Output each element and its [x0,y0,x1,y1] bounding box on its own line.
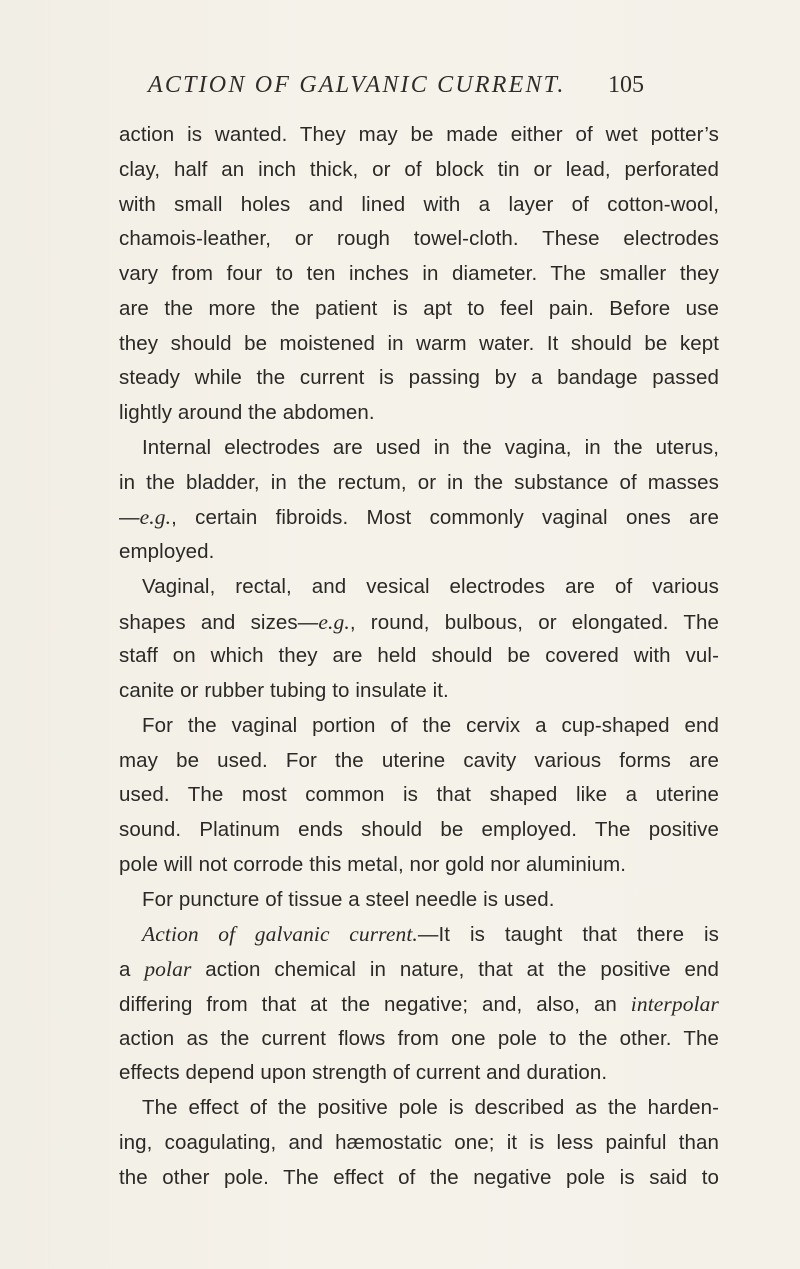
text-line [119,744,719,779]
text-segment: lightly around the abdomen. [119,401,375,424]
text-segment: they should be moistened in warm water. It should be kept [119,331,719,355]
text-segment: action as the current flows from one pole to the other. The [119,1026,719,1050]
text-line [119,570,719,605]
text-segment: in the bladder, in the rectum, or in the substance of masses [119,470,719,494]
text-segment: shapes and sizes— [119,610,319,634]
text-segment: employed. [119,540,215,563]
text-segment: For the vaginal portion of the cervix a cup-shaped end [142,713,719,737]
italic-text: interpolar [630,991,719,1016]
text-line [119,431,719,466]
text-segment: action chemical in nature, that at the positive end [191,958,719,981]
text-line [119,257,719,292]
running-head: ACTION OF GALVANIC CURRENT. [148,72,566,98]
text-line [119,500,719,535]
text-line [119,778,719,813]
text-line [119,1161,719,1196]
text-segment: with small holes and lined with a layer of cotton-wool, [119,192,719,216]
text-line [119,396,719,431]
body-text [119,118,719,1195]
text-segment: , round, bulbous, or elongated. The [349,610,719,634]
text-segment: The effect of the positive pole is described as the harden- [142,1096,719,1119]
text-segment: chamois-leather, or rough towel-cloth. These electrodes [119,227,719,251]
text-segment: effects depend upon strength of current and duration. [119,1061,608,1085]
text-segment: Vaginal, rectal, and vesical electrodes are of various [142,574,719,598]
text-line [119,222,719,257]
text-line [119,952,719,987]
italic-text: Action of galvanic current. [142,922,418,947]
text-segment: pole will not corrode this metal, nor gold nor aluminium. [119,852,627,876]
text-segment: a [119,958,145,981]
text-line [119,987,719,1022]
text-line [119,1091,719,1126]
text-line [119,361,719,396]
text-line [119,466,719,501]
text-line [119,813,719,848]
text-line [119,1056,719,1091]
page-number: 105 [608,72,644,98]
text-segment: ing, coagulating, and hæmostatic one; it is less painful than [119,1130,719,1154]
text-segment: used. The most common is that shaped like a uterine [119,783,719,807]
text-segment: vary from four to ten inches in diameter. The smaller they [119,262,719,285]
text-segment: , certain fibroids. Most commonly vaginal ones are [171,506,719,530]
text-line [119,639,719,674]
text-line [119,848,719,883]
text-segment: —It is taught that there is [417,923,720,947]
text-segment: are the more the patient is apt to feel pain. Before use [119,296,719,320]
italic-text: e.g. [139,505,172,530]
text-line [119,118,719,153]
text-segment: For puncture of tissue a steel needle is used. [142,887,555,911]
text-line [119,153,719,188]
text-line [119,883,719,918]
text-line [119,917,719,952]
text-line [119,1126,719,1161]
text-line [119,327,719,362]
text-line [119,709,719,744]
text-segment: the other pole. The effect of the negative pole is said to [119,1165,719,1189]
text-line [119,1022,719,1057]
text-segment: may be used. For the uterine cavity various forms are [119,748,719,772]
text-segment: steady while the current is passing by a bandage passed [119,366,719,390]
text-segment: clay, half an inch thick, or of block tin or lead, perforated [119,157,719,181]
text-line [119,605,719,640]
text-line [119,188,719,223]
italic-text: polar [144,957,192,981]
text-segment: canite or rubber tubing to insulate it. [119,679,449,702]
text-segment: Internal electrodes are used in the vagina, in the uterus, [142,435,719,459]
text-line [119,535,719,570]
italic-text: e.g. [318,609,350,634]
text-segment: differing from that at the negative; and, also, an [119,992,631,1016]
text-segment: staff on which they are held should be covered with vul- [119,644,719,668]
text-line [119,292,719,327]
text-segment: action is wanted. They may be made either of wet potter’s [119,123,719,146]
text-segment: — [119,506,140,530]
page-header [0,68,800,104]
text-segment: sound. Platinum ends should be employed. The positive [119,818,719,841]
text-line [119,674,719,709]
